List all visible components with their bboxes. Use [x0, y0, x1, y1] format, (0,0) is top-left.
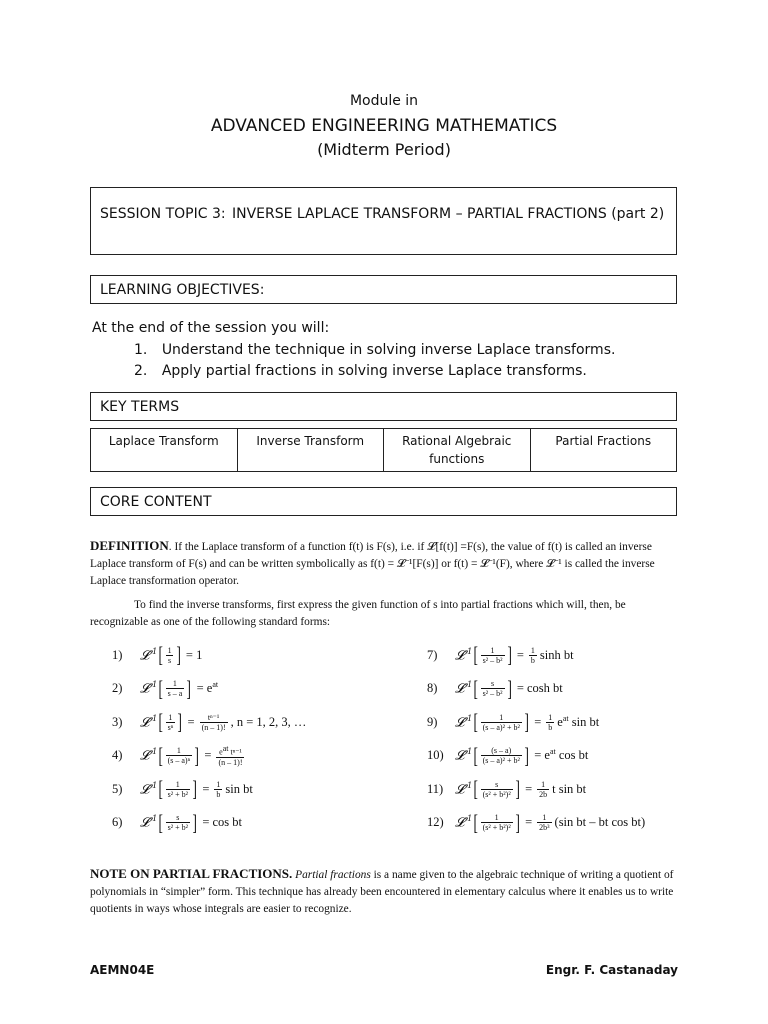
laplace-inverse-operator: 𝓛$^{-1}$	[455, 780, 473, 798]
fraction-denominator: (s² + b²)²	[482, 789, 511, 799]
fraction-numerator: 1	[530, 645, 535, 655]
laplace-inverse-operator: 𝓛$^{-1}$	[455, 713, 473, 731]
standard-form: 1) 𝓛$^{-1}$ [ $\frac{1}{s}$ ] = 1	[112, 642, 203, 667]
find-paragraph: To find the inverse transforms, first express the given function of s into partial fractions which will, then, be recognizable as one of the following standard forms:	[90, 599, 626, 628]
fraction-numerator: 1	[499, 712, 504, 722]
fraction-numerator: 1	[176, 746, 181, 755]
note-text: is a name given to the algebraic technique of writing a quotient of polynomials in “simpler” form. This technique has already been encountered in elementary calculus where it enables us to write quotients in ways whose integrals are easier to recognize.	[90, 869, 674, 915]
form-result: = cos bt	[202, 815, 243, 829]
fraction	[481, 813, 513, 832]
fraction	[166, 813, 190, 832]
fraction-numerator: (s – a)	[491, 746, 512, 755]
fraction-denominator: 2b	[539, 789, 548, 799]
key-terms-table	[90, 428, 677, 472]
laplace-inverse-operator: 𝓛$^{-1}$	[140, 646, 158, 664]
laplace-inverse-operator: 𝓛$^{-1}$	[140, 814, 158, 831]
fraction	[481, 780, 513, 799]
form-number: 4)	[112, 748, 123, 762]
note-paragraph	[90, 865, 680, 918]
fraction-denominator: s² – b²	[482, 655, 503, 665]
laplace-inverse-operator: 𝓛$^{-1}$	[455, 646, 473, 664]
form-result-tail: (sin bt – bt cos bt)	[554, 815, 646, 829]
form-result: = cosh bt	[516, 681, 563, 695]
standard-form: 7) 𝓛$^{-1}$ [ $\frac{1}{\text{s² – b²}}$ ] = $\frac{1}{b}$ sinh bt	[427, 642, 574, 667]
key-term-cell: Laplace Transform	[91, 429, 238, 472]
objective-item	[134, 363, 587, 379]
form-number: 12)	[427, 815, 444, 829]
fraction	[166, 746, 193, 765]
fraction-numerator: $e^{at}$ tⁿ⁻¹	[219, 744, 242, 757]
fraction-denominator: (n – 1)!	[218, 757, 243, 767]
key-terms-heading: KEY TERMS	[100, 399, 180, 415]
fraction-numerator: 1	[216, 779, 221, 789]
key-term-cell: Partial Fractions	[530, 429, 677, 472]
footer-code: AEMN04E	[90, 963, 155, 977]
form-number: 9)	[427, 714, 438, 729]
fraction	[529, 646, 537, 665]
fraction	[214, 780, 222, 799]
standard-form: 10) 𝓛$^{-1}$ [ $\frac{(s - a)}{\text{(s – a)² + b²}}$ ] = $e^{at}$ cos bt	[427, 742, 589, 768]
fraction-denominator: (s² + b²)²	[482, 823, 511, 832]
fraction-numerator: s	[495, 779, 499, 789]
standard-form: 8) 𝓛$^{-1}$ [ $\frac{s}{\text{s² – b²}}$ ] = cosh bt	[427, 675, 563, 701]
footer-author: Engr. F. Castanaday	[545, 963, 678, 977]
fraction-denominator: b	[548, 722, 553, 732]
standard-form: 4) 𝓛$^{-1}$ [ $\frac{1}{\text{(s – a)ⁿ}}$ ] = $\frac{e^{at} t^{n-1}}{(n - 1)!}$	[112, 742, 243, 768]
session-label: SESSION TOPIC 3:	[100, 206, 226, 222]
fraction-numerator: 1	[168, 712, 173, 722]
fraction-numerator: 1	[175, 779, 180, 789]
laplace-inverse-operator: 𝓛$^{-1}$	[455, 747, 473, 764]
fraction	[481, 746, 522, 765]
note-italic: Partial fractions	[295, 869, 371, 881]
fraction-denominator: s – a	[167, 689, 183, 698]
fraction-denominator: 2b³	[539, 823, 550, 832]
fraction-numerator: s	[176, 813, 180, 822]
period-label: (Midterm Period)	[317, 140, 451, 159]
fraction-numerator: 1	[548, 712, 553, 722]
fraction-numerator: 1	[490, 645, 495, 655]
forms-left-column	[112, 640, 412, 841]
fraction	[537, 813, 551, 832]
objective-number: 2.	[134, 363, 148, 379]
form-number: 2)	[112, 681, 123, 695]
form-number: 3)	[112, 714, 123, 729]
fraction-denominator: (s – a)² + b²	[482, 722, 520, 732]
form-result: = 1	[185, 647, 203, 662]
note-label: NOTE ON PARTIAL FRACTIONS.	[90, 866, 293, 881]
laplace-inverse-operator: 𝓛$^{-1}$	[455, 680, 473, 697]
module-label: Module in	[349, 93, 419, 109]
form-result: = $e^{at}$ cos bt	[534, 747, 589, 763]
laplace-inverse-operator: 𝓛$^{-1}$	[455, 814, 473, 831]
fraction-numerator: s	[490, 679, 495, 688]
fraction-denominator: s² + b²	[167, 823, 188, 832]
fraction	[200, 713, 228, 732]
form-result-tail: , n = 1, 2, 3, …	[230, 714, 307, 729]
fraction-denominator: s	[168, 655, 172, 665]
course-title: ADVANCED ENGINEERING MATHEMATICS	[210, 116, 558, 136]
form-result-tail: $e^{at}$ sin bt	[557, 713, 600, 730]
session-box	[90, 187, 677, 255]
key-term-cell: Inverse Transform	[237, 429, 384, 472]
fraction-numerator: tⁿ⁻¹	[207, 712, 220, 722]
form-result-tail: sin bt	[225, 781, 253, 796]
objective-text: Understand the technique in solving inverse Laplace transforms.	[161, 342, 616, 358]
form-number: 8)	[427, 681, 438, 695]
form-result: = $e^{at}$	[196, 680, 219, 696]
core-content-heading: CORE CONTENT	[100, 494, 212, 510]
objective-item	[134, 342, 615, 358]
form-number: 5)	[112, 781, 123, 796]
fraction	[216, 744, 244, 767]
laplace-inverse-operator: 𝓛$^{-1}$	[140, 713, 158, 731]
fraction-numerator: 1	[167, 645, 172, 655]
definition-label: DEFINITION	[90, 538, 169, 553]
form-number: 7)	[427, 647, 438, 662]
standard-form: 3) 𝓛$^{-1}$ [ $\frac{1}{\text{sⁿ}}$ ] = $\frac{\text{tⁿ⁻¹}}{(n - 1)!}$ , n = 1, 2, 3, …	[112, 709, 307, 734]
fraction-numerator: 1	[542, 813, 547, 822]
definition-paragraph	[90, 537, 680, 590]
core-content-heading-box	[90, 487, 677, 516]
fraction-numerator: 1	[172, 679, 177, 688]
form-number: 10)	[427, 748, 444, 762]
form-number: 1)	[112, 647, 123, 662]
fraction	[481, 713, 522, 732]
form-number: 6)	[112, 815, 123, 829]
key-terms-heading-box	[90, 392, 677, 421]
standard-form: 12) 𝓛$^{-1}$ [ $\frac{1}{\text{(s² + b²)²}}$ ] = $\frac{1}{\text{2b³}}$ (sin bt – bt cos bt)	[427, 809, 646, 835]
standard-form: 6) 𝓛$^{-1}$ [ $\frac{s}{\text{s² + b²}}$ ] = cos bt	[112, 809, 243, 835]
key-term-cell: Rational Algebraic functions	[384, 429, 531, 472]
fraction	[546, 713, 554, 732]
standard-form: 9) 𝓛$^{-1}$ [ $\frac{1}{\text{(s – a)² + b²}}$ ] = $\frac{1}{b}$ $e^{at}$ sin bt	[427, 709, 600, 734]
fraction-denominator: b	[216, 789, 221, 799]
session-topic: INVERSE LAPLACE TRANSFORM – PARTIAL FRACTIONS (part 2)	[232, 206, 665, 222]
fraction-numerator: 1	[494, 813, 499, 822]
fraction	[481, 646, 505, 665]
objective-text: Apply partial fractions in solving inverse Laplace transforms.	[161, 363, 587, 379]
objective-number: 1.	[134, 342, 148, 358]
fraction-numerator: 1	[541, 779, 546, 789]
fraction	[481, 679, 505, 698]
form-result-tail: t sin bt	[552, 781, 587, 796]
form-number: 11)	[427, 781, 444, 796]
fraction	[166, 679, 185, 698]
standard-form: 5) 𝓛$^{-1}$ [ $\frac{1}{\text{s² + b²}}$ ] = $\frac{1}{b}$ sin bt	[112, 776, 253, 801]
fraction	[166, 780, 190, 799]
laplace-inverse-operator: 𝓛$^{-1}$	[140, 780, 158, 798]
objectives-intro: At the end of the session you will:	[92, 320, 330, 336]
forms-right-column	[427, 640, 727, 841]
fraction	[537, 780, 549, 799]
fraction-denominator: s² – b²	[482, 689, 503, 698]
objectives-heading: LEARNING OBJECTIVES:	[100, 282, 265, 298]
fraction-denominator: (s – a)² + b²	[482, 756, 520, 765]
fraction-denominator: (s – a)ⁿ	[167, 756, 191, 765]
laplace-inverse-operator: 𝓛$^{-1}$	[140, 680, 158, 697]
definition-text: . If the Laplace transform of a function f(t) is F(s), i.e. if 𝓛[f(t)] =F(s), the value of f(t) is called an inverse Laplace transform of F(s) and can be written symbolically as f(t) = 𝓛⁻¹[F(s)] or f(t) = 𝓛⁻¹(F), where 𝓛⁻¹ is called the inverse Laplace transformation operator.	[90, 541, 655, 587]
fraction	[166, 713, 176, 732]
standard-form: 11) 𝓛$^{-1}$ [ $\frac{s}{\text{(s² + b²)²}}$ ] = $\frac{1}{2b}$ t sin bt	[427, 776, 587, 801]
fraction-denominator: (n – 1)!	[201, 722, 226, 732]
fraction-denominator: s² + b²	[167, 789, 188, 799]
standard-form: 2) 𝓛$^{-1}$ [ $\frac{1}{s - a}$ ] = $e^{at}$	[112, 675, 219, 701]
form-result-tail: sinh bt	[539, 647, 574, 662]
fraction-denominator: sⁿ	[167, 722, 174, 732]
fraction	[166, 646, 174, 665]
fraction-denominator: b	[530, 655, 535, 665]
laplace-inverse-operator: 𝓛$^{-1}$	[140, 747, 158, 764]
objectives-heading-box	[90, 275, 677, 304]
